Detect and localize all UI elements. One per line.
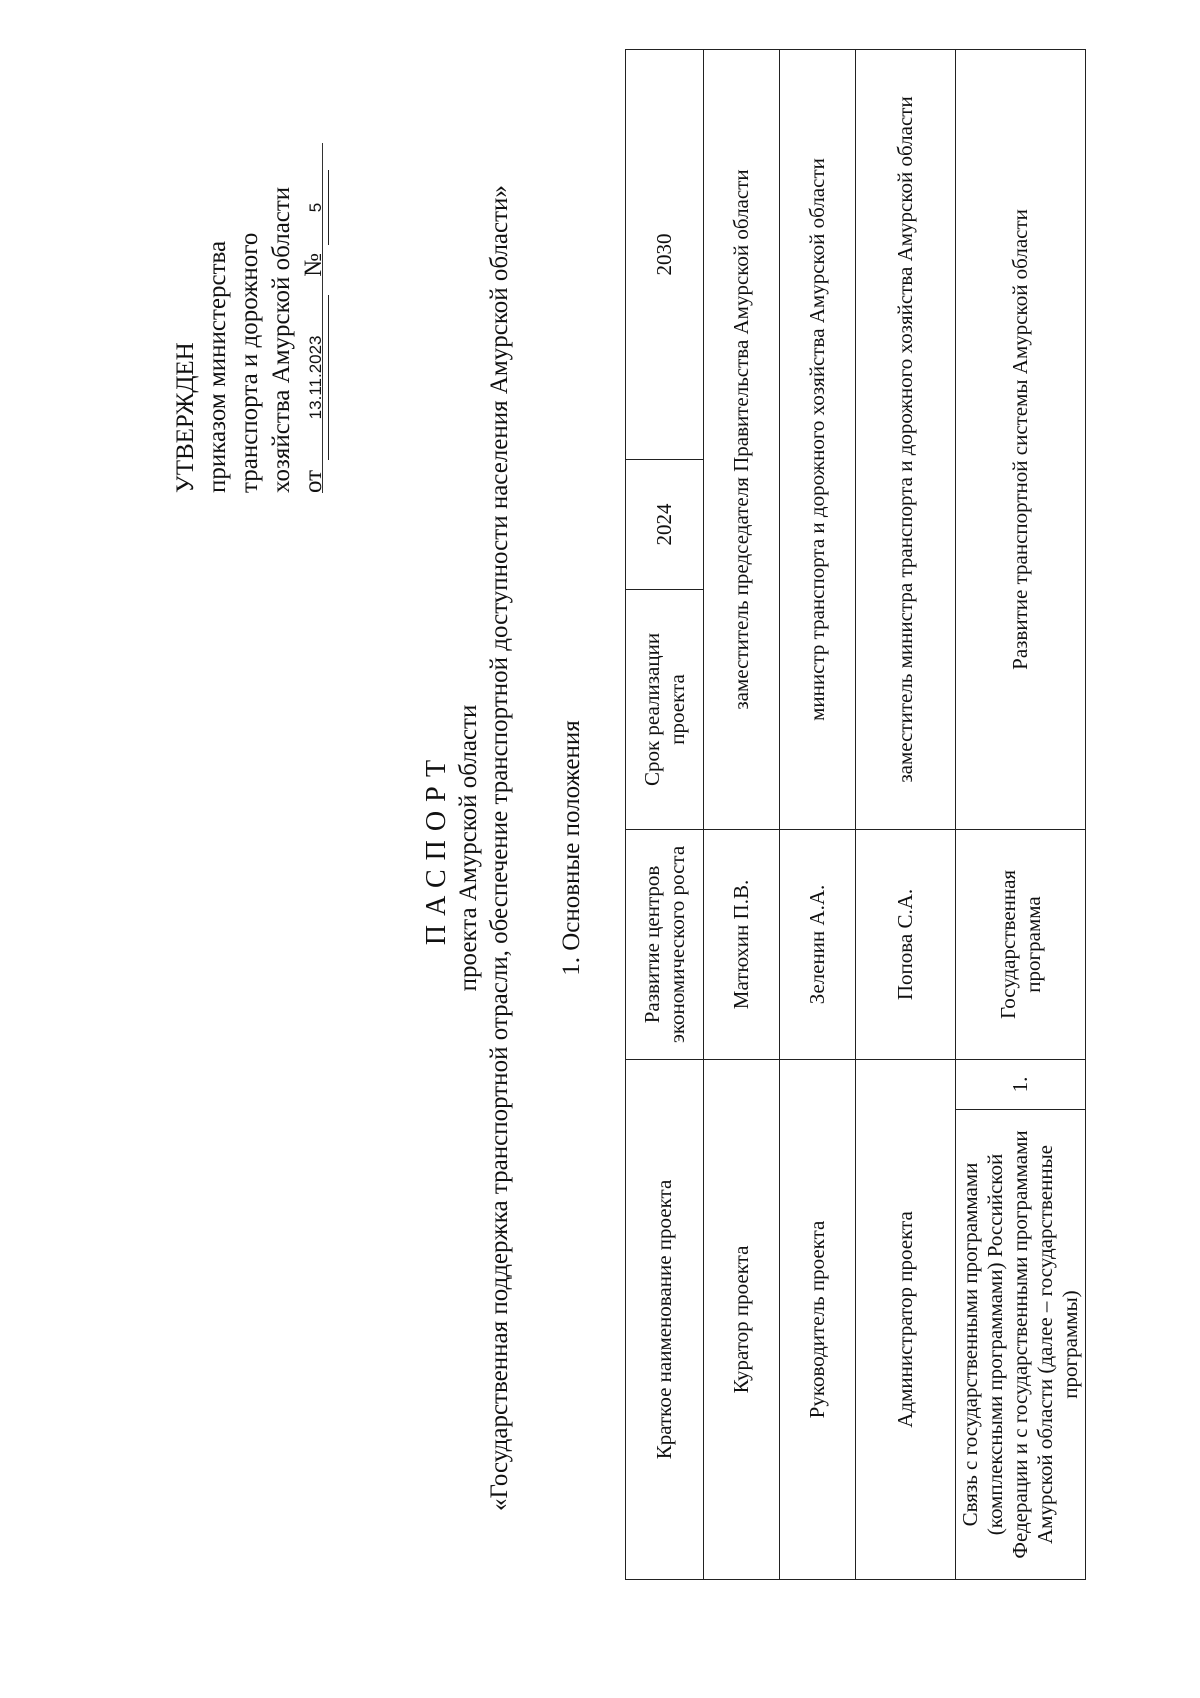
table-row	[856, 49, 956, 1579]
approval-number: 5	[304, 170, 329, 245]
manager-person: Зеленин А.А.	[780, 829, 856, 1059]
date-prefix: от	[300, 469, 327, 493]
curator-position: заместитель председателя Правительства Амурской области	[704, 49, 780, 829]
main-positions-table	[625, 49, 1086, 1580]
approval-rule	[322, 143, 323, 493]
approval-date: 13.11.2023	[304, 295, 329, 460]
table-row	[780, 49, 856, 1579]
approval-date-row	[298, 133, 330, 493]
manager-position: министр транспорта и дорожного хозяйства Амурской области	[780, 49, 856, 829]
number-sign: №	[300, 253, 327, 277]
period-end: 2030	[626, 49, 704, 459]
passport-subtitle: проекта Амурской области	[455, 704, 482, 992]
approval-line-1: приказом министерства	[204, 240, 231, 493]
table-row	[704, 49, 780, 1579]
short-name-label: Краткое наименование проекта	[626, 1059, 704, 1579]
approval-stamp	[170, 133, 330, 493]
admin-position: заместитель министра транспорта и дорожного хозяйства Амурской области	[856, 49, 956, 829]
short-name-value: Развитие центров экономического роста	[626, 829, 704, 1059]
approval-title: УТВЕРЖДЕН	[172, 342, 199, 493]
admin-person: Попова С.А.	[856, 829, 956, 1059]
table-row	[956, 49, 1086, 1579]
project-name: «Государственная поддержка транспортной отрасли, обеспечение транспортной доступности населения Амурской области»	[486, 185, 513, 1511]
manager-label: Руководитель проекта	[780, 1059, 856, 1579]
period-start: 2024	[626, 459, 704, 589]
passport-title: ПАСПОРТ	[421, 750, 452, 946]
program-link-label: Связь с государственными программами (комплексными программами) Российской Федерации и с государственными программами Амурской области (далее – государственные программы)	[956, 1110, 1086, 1580]
section-heading: 1. Основные положения	[558, 720, 585, 976]
program-link-value: Развитие транспортной системы Амурской области	[956, 49, 1086, 829]
approval-line-3: хозяйства Амурской области	[268, 186, 295, 493]
period-label: Срок реализации проекта	[626, 589, 704, 829]
approval-line-2: транспорта и дорожного	[236, 232, 263, 493]
curator-label: Куратор проекта	[704, 1059, 780, 1579]
program-link-number: 1.	[956, 1059, 1086, 1109]
curator-person: Матюхин П.В.	[704, 829, 780, 1059]
title-block	[420, 58, 516, 1638]
admin-label: Администратор проекта	[856, 1059, 956, 1579]
program-link-type: Государственная программа	[956, 829, 1086, 1059]
table-row	[626, 49, 704, 1579]
